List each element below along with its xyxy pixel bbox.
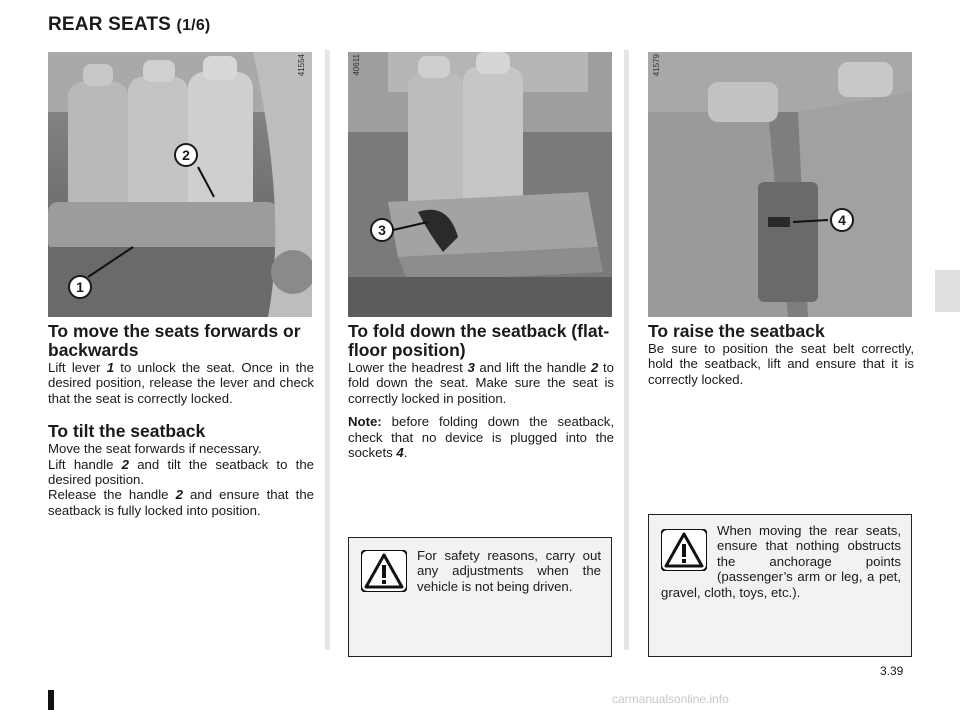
- warning-text-anchorage: When moving the rear seats, ensure that nothing obstructs the anchorage points (passenger’s arm or leg, a pet, gravel, cloth, toys, etc.).: [661, 523, 901, 600]
- column-divider-2: [624, 50, 629, 650]
- paragraph-tilt-seatback: Move the seat forwards if necessary. Lift handle 2 and tilt the seatback to the desired position. Release the handle 2 and ensure that the seatback is fully locked into position.: [48, 441, 314, 518]
- photo-id-1: 41554: [297, 54, 306, 77]
- warning-triangle-icon: [661, 529, 707, 571]
- warning-box-adjustments: [348, 537, 612, 657]
- page-title-suffix: (1/6): [176, 17, 211, 34]
- column-1: [48, 322, 314, 518]
- heading-fold-seatback: To fold down the seatback (flat-floor position): [348, 321, 610, 360]
- column-2: [348, 322, 614, 460]
- ref-handle-2b: 2: [175, 487, 183, 503]
- photo-id-2: 40611: [352, 54, 361, 76]
- ref-headrest-3: 3: [467, 360, 475, 375]
- warning-box-anchorage: [648, 514, 912, 657]
- paragraph-raise-seatback: Be sure to position the seat belt correctly, hold the seatback, lift and ensure that it is correctly locked.: [648, 341, 914, 387]
- ref-handle-2c: 2: [591, 360, 599, 375]
- photo-id-3: 41579: [652, 54, 661, 77]
- page-title: [48, 14, 210, 36]
- page-title-text: REAR SEATS: [48, 14, 172, 35]
- callout-4: 4: [830, 208, 854, 232]
- heading-raise-seatback: To raise the seatback: [648, 321, 825, 341]
- column-3: [648, 322, 914, 387]
- note-label: Note:: [348, 414, 382, 430]
- heading-move-seats: To move the seats forwards or backwards: [48, 321, 301, 360]
- callout-3: 3: [370, 218, 394, 242]
- ref-socket-4: 4: [396, 445, 404, 461]
- photo-raise-seatback: [648, 52, 912, 317]
- watermark: carmanualsonline.info: [612, 692, 729, 706]
- photo-fold-seatback: [348, 52, 612, 317]
- page-number: 3.39: [880, 664, 904, 678]
- paragraph-fold-seatback: Lower the headrest 3 and lift the handle 2 to fold down the seat. Make sure the seat is correctly locked in position.: [348, 360, 614, 406]
- paragraph-note: Note: before folding down the seatback, check that no device is plugged into the sockets 4.: [348, 414, 614, 461]
- corner-mark: [48, 690, 54, 710]
- warning-triangle-icon: [361, 550, 407, 592]
- section-side-tab: [935, 270, 960, 312]
- heading-tilt-seatback: To tilt the seatback: [48, 421, 206, 442]
- warning-text-adjustments: For safety reasons, carry out any adjustments when the vehicle is not being driven.: [417, 548, 601, 594]
- column-divider-1: [325, 50, 330, 650]
- ref-lever-1: 1: [106, 360, 115, 375]
- paragraph-move-seats: Lift lever 1 to unlock the seat. Once in the desired position, release the lever and check that the seat is correctly locked.: [48, 360, 314, 406]
- callout-2: 2: [174, 143, 198, 167]
- ref-handle-2a: 2: [121, 456, 129, 472]
- callout-1: 1: [68, 275, 92, 299]
